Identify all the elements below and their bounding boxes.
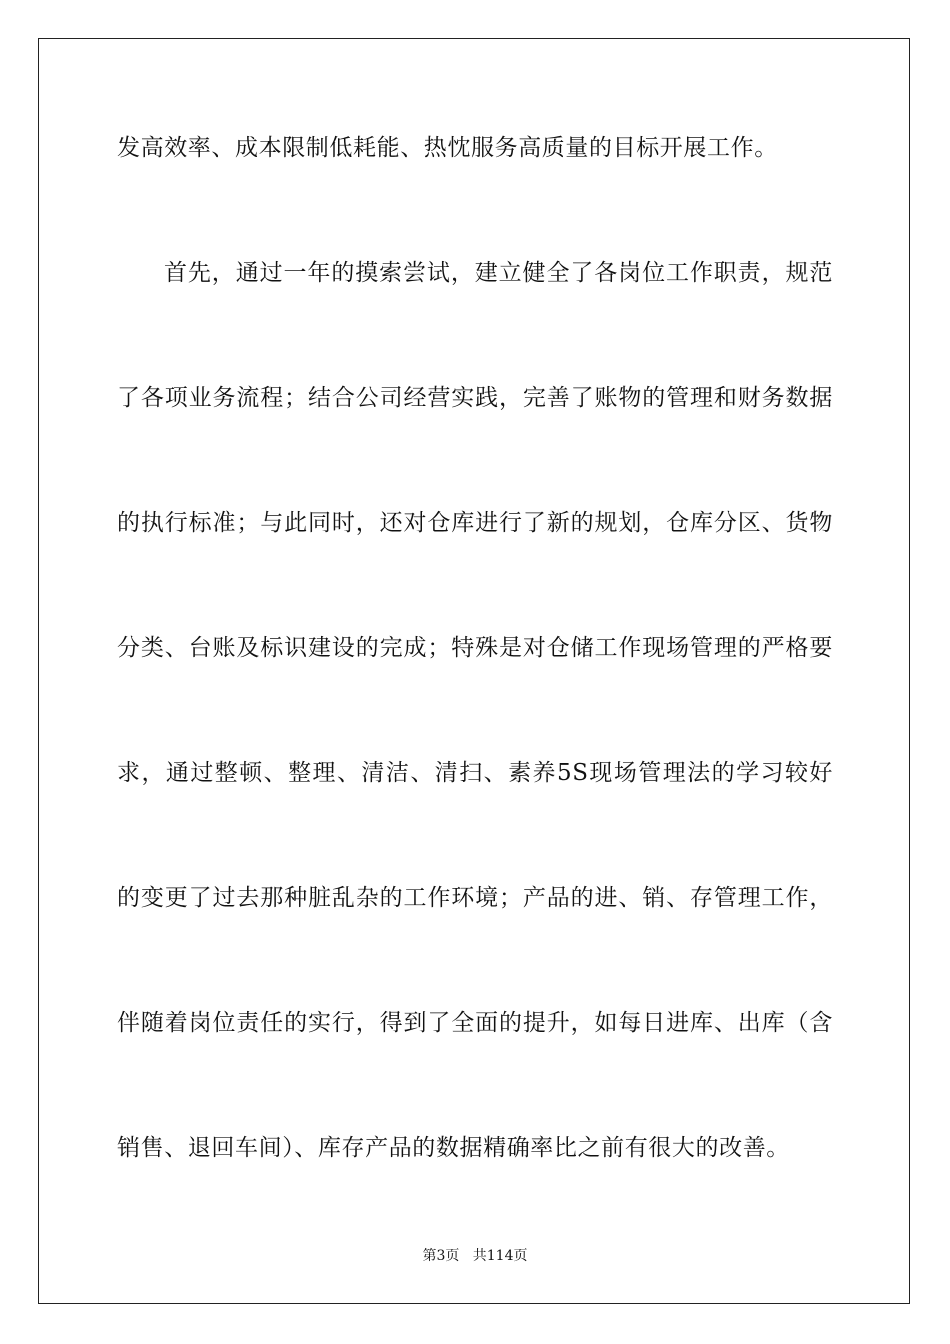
text-line-4: 的执行标准；与此同时，还对仓库进行了新的规划，仓库分区、货物 [117,510,833,536]
page-number-footer: 第3页 共114页 [422,1248,528,1264]
text-line-9: 销售、退回车间）、库存产品的数据精确率比之前有很大的改善。 [117,1135,790,1161]
text-line-2: 首先，通过一年的摸索尝试，建立健全了各岗位工作职责，规范 [164,260,833,286]
text-line-7: 的变更了过去那种脏乱杂的工作环境；产品的进、销、存管理工作， [117,885,833,911]
text-line-3: 了各项业务流程；结合公司经营实践，完善了账物的管理和财务数据 [117,385,833,411]
text-line-5: 分类、台账及标识建设的完成；特殊是对仓储工作现场管理的严格要 [117,635,833,661]
page-border [38,38,910,1304]
text-line-6: 求，通过整顿、整理、清洁、清扫、素养5S现场管理法的学习较好 [117,760,833,786]
text-line-8: 伴随着岗位责任的实行，得到了全面的提升，如每日进库、出库（含 [117,1010,833,1036]
text-line-1: 发高效率、成本限制低耗能、热忱服务高质量的目标开展工作。 [117,135,778,161]
